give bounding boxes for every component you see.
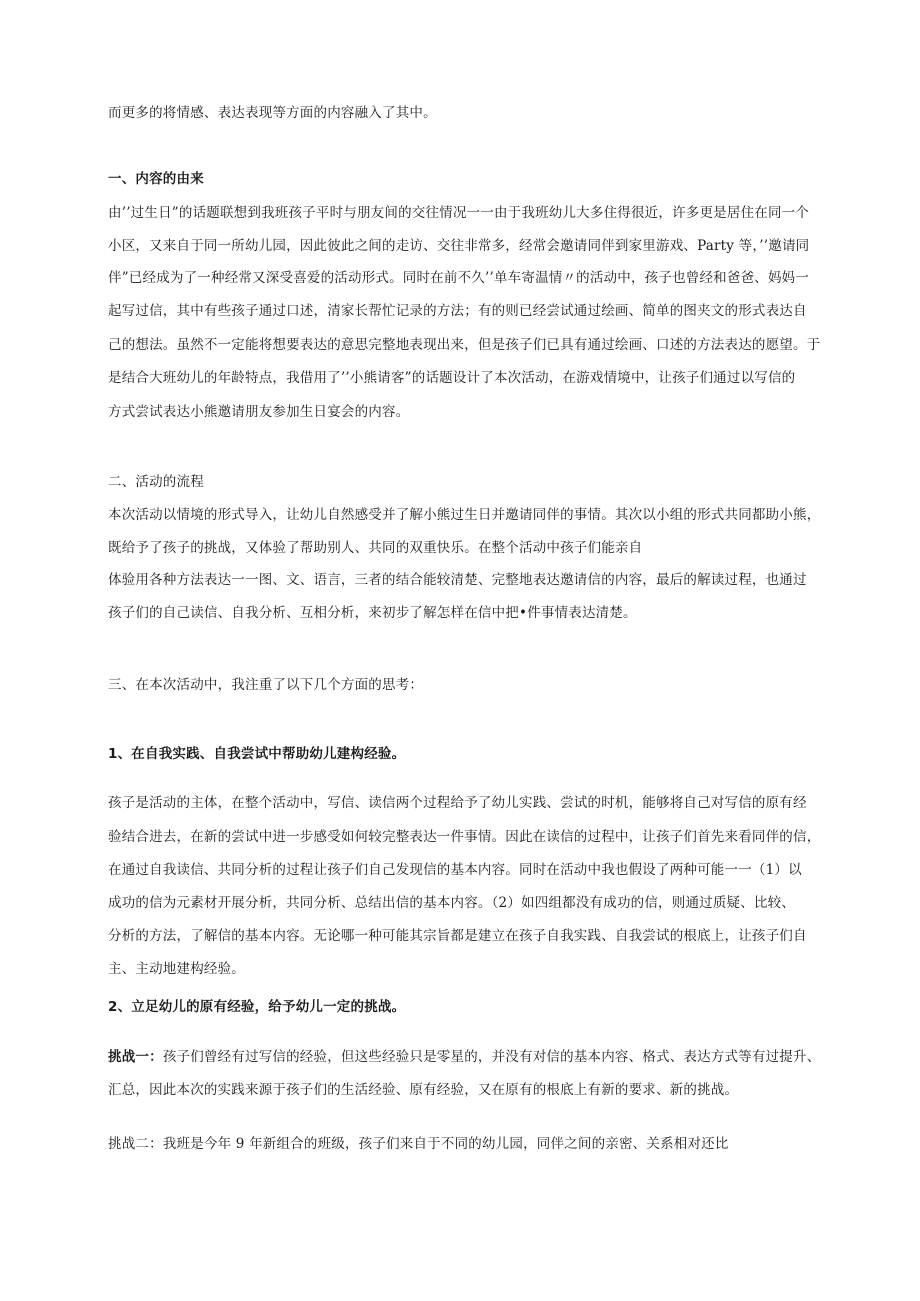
paragraph-line: 在通过自我读信、共同分析的过程让孩子们自己发现信的基本内容。同时在活动中我也假设了两种可能一一（1）以	[108, 862, 802, 878]
paragraph-line: 验结合进去，在新的尝试中进一步感受如何较完整表达一件事情。因此在读信的过程中，让孩子们首先来看同伴的信，	[108, 829, 821, 845]
challenge-one-label: 挑战一：	[108, 1049, 163, 1065]
section-heading-process: 二、活动的流程	[108, 474, 204, 490]
paragraph-line: 分析的方法，了解信的基本内容。无论哪一种可能其宗旨都是建立在孩子自我实践、自我尝试的根底上，让孩子们自	[108, 928, 807, 944]
paragraph-line: 伴”已经成为了一种经常又深受喜爱的活动形式。同时在前不久’’单车寄温情〃的活动中，孩子也曾经和爸爸、妈妈一	[108, 270, 810, 286]
challenge-one-line	[108, 1048, 820, 1066]
section-heading-reflection: 三、在本次活动中，我注重了以下几个方面的思考：	[108, 677, 424, 693]
paragraph-line: 主、主动地建构经验。	[108, 961, 245, 977]
paragraph-line: 体验用各种方法表达一一图、文、语言，三者的结合能较清楚、完整地表达邀请信的内容，最后的解读过程，也通过	[108, 572, 807, 588]
paragraph-line: 己的想法。虽然不一定能将想要表达的意思完整地表现出来，但是孩子们已具有通过绘画、口述的方法表达的愿望。于	[108, 337, 821, 353]
paragraph-line: 成功的信为元素材开展分析，共同分析、总结出信的基本内容。（2）如四组都没有成功的信，则通过质疑、比较、	[108, 895, 796, 911]
paragraph-line: 孩子们的自己读信、自我分析、互相分析，来初步了解怎样在信中把•件事情表达清楚。	[108, 605, 637, 621]
paragraph-line: 孩子是活动的主体，在整个活动中，写信、读信两个过程给予了幼儿实践、尝试的时机，能够将自己对写信的原有经	[108, 795, 807, 811]
challenge-one-text: 孩子们曾经有过写信的经验，但这些经验只是零星的，并没有对信的基本内容、格式、表达方式等有过提升、	[162, 1049, 821, 1065]
paragraph-line: 本次活动以情境的形式导入，让幼儿自然感受并了解小熊过生日并邀请同伴的事情。其次以小组的形式共同都助小熊，	[108, 507, 821, 523]
intro-line: 而更多的将情感、表达表现等方面的内容融入了其中。	[108, 105, 437, 121]
paragraph-line: 由’’过生日”的话题联想到我班孩子平时与朋友间的交往情况一一由于我班幼儿大多住得很近，许多更是居住在同一个	[108, 205, 810, 221]
paragraph-line: 方式尝试表达小熊邀请朋友参加生日宴会的内容。	[108, 404, 410, 420]
challenge-two-line: 挑战二：我班是今年 9 年新组合的班级，孩子们来自于不同的幼儿园，同伴之间的亲密、关系相对还比	[108, 1136, 729, 1152]
point-heading-2: 2、立足幼儿的原有经验，给予幼儿一定的挑战。	[108, 999, 406, 1015]
paragraph-line: 汇总，因此本次的实践来源于孩子们的生活经验、原有经验，又在原有的根底上有新的要求、新的挑战。	[108, 1082, 739, 1098]
section-heading-origin: 一、内容的由来	[108, 171, 204, 187]
paragraph-line: 起写过信，其中有些孩子通过口述，清家长帮忙记录的方法；有的则已经尝试通过绘画、简单的图夹文的形式表达自	[108, 303, 807, 319]
paragraph-line: 小区，又来自于同一所幼儿园，因此彼此之间的走访、交往非常多，经常会邀请同伴到家里游戏、Party 等，’’邀请同	[108, 238, 810, 254]
point-heading-1: 1、在自我实践、自我尝试中帮助幼儿建构经验。	[108, 746, 406, 762]
paragraph-line: 是结合大班幼儿的年龄特点，我借用了’’小熊请客”的话题设计了本次活动，在游戏情境中，让孩子们通过以写信的	[108, 370, 796, 386]
paragraph-line: 既给予了孩子的挑战，又体验了帮助别人、共同的双重快乐。在整个活动中孩子们能亲自	[108, 540, 643, 556]
